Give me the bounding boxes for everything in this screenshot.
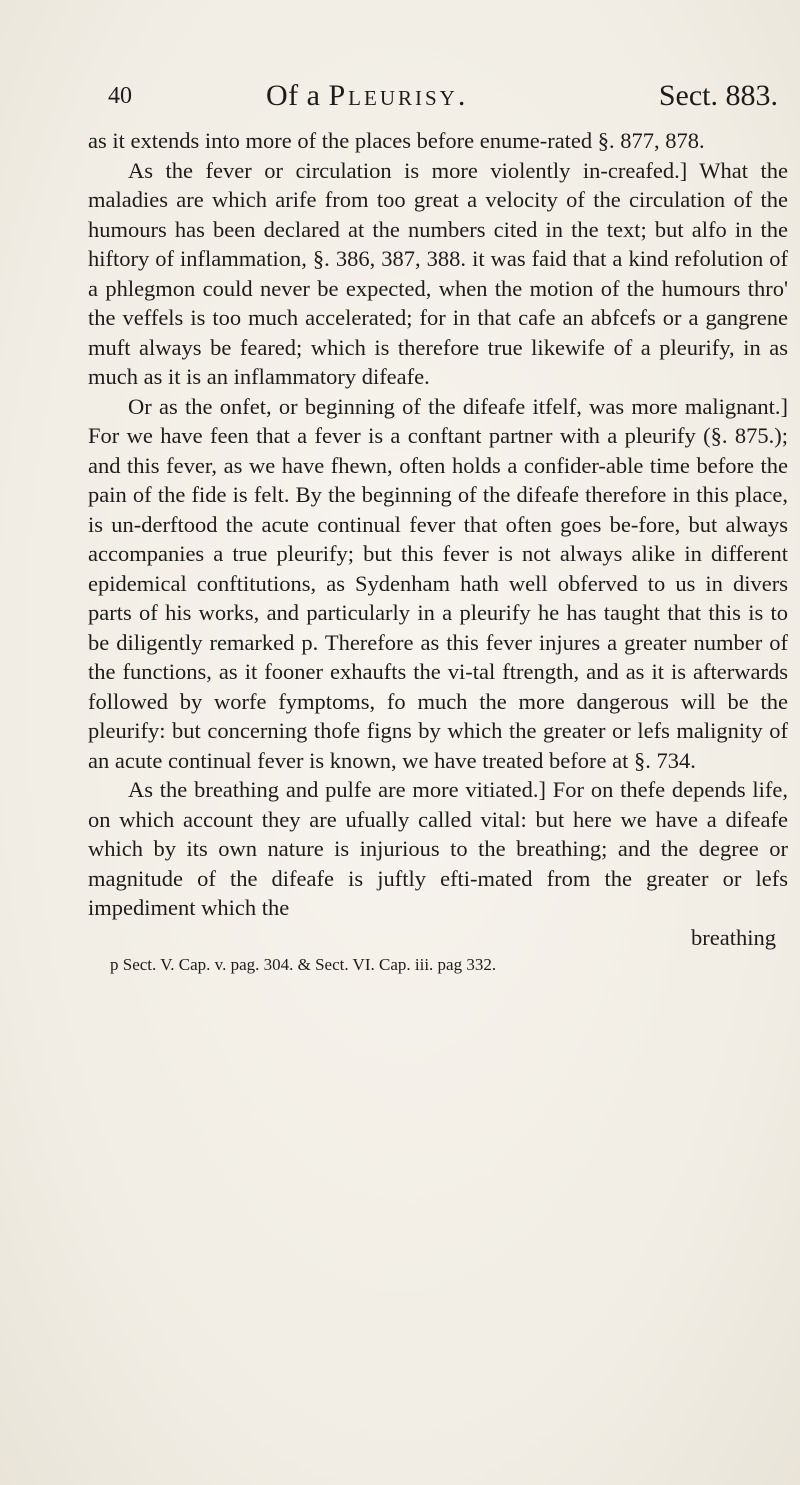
paragraph-fever-circulation: As the fever or circulation is more violently in-creafed.] What the maladies are which arife from too great a velocity of the circulation of the humours has been declared at the numbers cited in the text; but alfo in the hiftory of inflammation, §. 386, 387, 388. it was faid that a kind refolution of a phlegmon could never be expected, when the motion of the humours thro' the veffels is too much accelerated; for in that cafe an abfcefs or a gangrene muft always be feared; which is therefore true likewife of a pleurify, in as much as it is an inflammatory difeafe.: [88, 157, 788, 389]
page-content: [88, 76, 788, 976]
footnote: p Sect. V. Cap. v. pag. 304. & Sect. VI. Cap. iii. pag 332.: [110, 955, 497, 974]
running-header: [88, 76, 788, 116]
catchword: breathing: [691, 924, 776, 950]
paragraph-onset: Or as the onfet, or beginning of the difeafe itfelf, was more malignant.] For we have feen that a fever is a conftant partner with a pleurify (§. 875.); and this fever, as we have fhewn, often holds a confider-able time before the pain of the fide is felt. By the beginning of the difeafe therefore in this place, is un-derftood the acute continual fever that often goes be-fore, but always accompanies a true pleurify; but this fever is not always alike in different epidemical conftitutions, as Sydenham hath well obferved to us in divers parts of his works, and particularly in a pleurify he has taught that this is to be diligently remarked p. Therefore as this fever injures a greater number of the functions, as it fooner exhaufts the vi-tal ftrength, and as it is afterwards followed by worfe fymptoms, fo much the more dangerous will be the pleurify: but concerning thofe figns by which the greater or lefs malignity of an acute continual fever is known, we have treated before at §. 734.: [88, 393, 788, 773]
page-number: 40: [108, 83, 132, 109]
running-title: [266, 76, 468, 116]
body-text: [88, 126, 788, 952]
running-title-prefix: Of a: [266, 79, 329, 112]
section-number: Sect. 883.: [658, 79, 778, 112]
paragraph-breathing: As the breathing and pulfe are more vitiated.] For on thefe depends life, on which account they are ufually called vital: but here we have a difeafe which by its own nature is injurious to the breathing; and the degree or magnitude of the difeafe is juftly efti-mated from the greater or lefs impediment which the: [88, 777, 788, 920]
paragraph-continuation: as it extends into more of the places before enume-rated §. 877, 878.: [88, 128, 705, 153]
running-title-word: Pleurisy.: [328, 79, 469, 112]
